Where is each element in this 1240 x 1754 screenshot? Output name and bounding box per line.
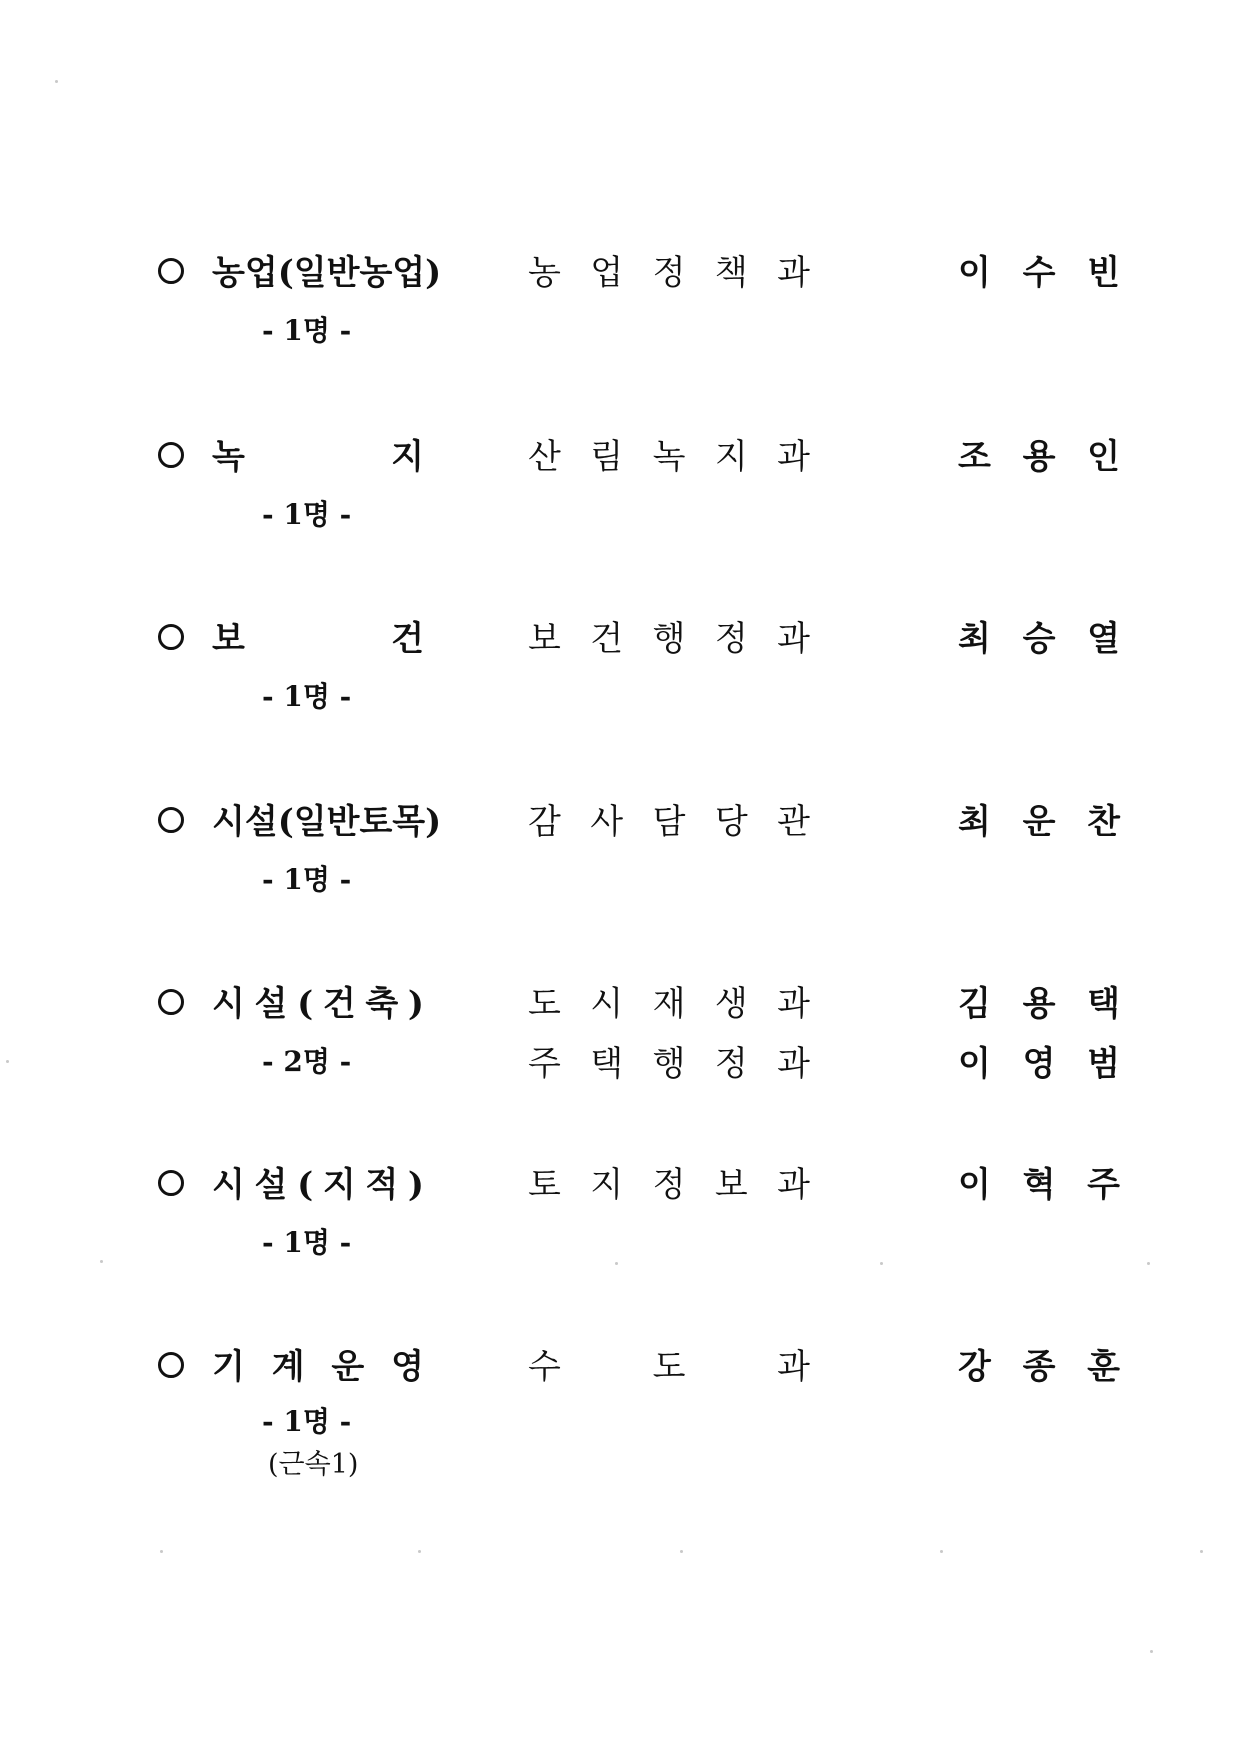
department-name: [528, 432, 810, 482]
department-name: [528, 1342, 810, 1392]
scan-speck: [940, 1550, 943, 1553]
field-char: 운: [331, 1347, 365, 1387]
person-char: 김: [958, 984, 991, 1024]
department-char: 시: [590, 984, 624, 1024]
department-char: 담: [652, 802, 686, 842]
person-char: 최: [958, 619, 991, 659]
person-char: 범: [1087, 1044, 1120, 1084]
entry-line: [0, 1160, 1240, 1210]
department-char: 토: [528, 1165, 561, 1205]
field-label: [212, 979, 424, 1029]
scan-speck: [680, 1550, 683, 1553]
scan-speck: [100, 1260, 103, 1263]
department-char: 정: [652, 1165, 686, 1205]
circle-bullet-icon: [158, 442, 184, 468]
person-name: [958, 979, 1120, 1029]
person-name: [958, 1160, 1120, 1210]
entry-line: [0, 1039, 1240, 1089]
circle-bullet-icon: [158, 258, 184, 284]
department-char: 과: [777, 253, 810, 293]
field-char: 적: [365, 1165, 399, 1205]
scan-speck: [880, 1262, 883, 1265]
person-char: 혁: [1022, 1165, 1056, 1205]
department-char: 정: [714, 619, 748, 659]
scan-speck: [160, 1550, 163, 1553]
person-name: [958, 248, 1120, 298]
department-char: 생: [714, 984, 748, 1024]
person-char: 용: [1022, 437, 1056, 477]
person-char: 이: [958, 1044, 991, 1084]
field-char: 지: [322, 1165, 356, 1205]
field-char: 녹: [212, 437, 245, 477]
department-char: 과: [777, 619, 810, 659]
department-char: 도: [528, 984, 561, 1024]
field-char: 건: [322, 984, 356, 1024]
field-char: 영: [391, 1347, 424, 1387]
department-name: [528, 797, 810, 847]
person-name: [958, 1342, 1120, 1392]
headcount-label: - 1명 -: [262, 314, 352, 347]
field-char: 건: [391, 619, 424, 659]
headcount-label: - 1명 -: [262, 1405, 352, 1438]
person-char: 택: [1087, 984, 1120, 1024]
department-char: 보: [528, 619, 561, 659]
entry-line: [0, 432, 1240, 482]
field-label: [212, 614, 424, 664]
department-char: 림: [590, 437, 624, 477]
seniority-note: (근속1): [268, 1449, 359, 1480]
department-char: 당: [714, 802, 748, 842]
field-label: [212, 797, 442, 847]
department-name: [528, 1039, 810, 1089]
person-char: 영: [1022, 1044, 1056, 1084]
department-char: 행: [652, 619, 686, 659]
field-char: 설: [254, 984, 288, 1024]
person-char: 주: [1087, 1165, 1120, 1205]
scan-speck: [1147, 1262, 1150, 1265]
person-char: 이: [958, 253, 991, 293]
scan-speck: [6, 1060, 9, 1063]
person-char: 종: [1022, 1347, 1056, 1387]
person-char: 운: [1022, 802, 1056, 842]
department-char: 과: [777, 1347, 810, 1387]
department-char: 보: [714, 1165, 748, 1205]
field-label: [212, 432, 424, 482]
entry-line: [0, 614, 1240, 664]
field-char: 시설(일반토목): [212, 802, 442, 842]
department-char: 감: [528, 802, 561, 842]
field-char: ): [407, 1165, 424, 1205]
field-char: 축: [365, 984, 399, 1024]
scan-speck: [55, 80, 58, 83]
circle-bullet-icon: [158, 624, 184, 650]
entry-line: [0, 1342, 1240, 1392]
person-char: 열: [1087, 619, 1120, 659]
entry-line: [0, 797, 1240, 847]
department-name: [528, 248, 810, 298]
department-name: [528, 614, 810, 664]
field-label: [212, 1160, 424, 1210]
department-char: 녹: [652, 437, 686, 477]
field-char: (: [297, 984, 314, 1024]
field-label: [212, 1342, 424, 1392]
field-label: [212, 248, 442, 298]
department-char: 행: [652, 1044, 686, 1084]
department-name: [528, 1160, 810, 1210]
headcount-label: - 1명 -: [262, 680, 352, 713]
person-name: [958, 797, 1120, 847]
department-char: 사: [590, 802, 624, 842]
headcount-label: - 1명 -: [262, 1226, 352, 1259]
scan-speck: [418, 1550, 421, 1553]
department-char: 도: [652, 1347, 686, 1387]
field-char: 설: [254, 1165, 288, 1205]
person-char: 조: [958, 437, 991, 477]
field-char: ): [407, 984, 424, 1024]
entry-line: [0, 248, 1240, 298]
person-char: 강: [958, 1347, 991, 1387]
headcount-label: - 1명 -: [262, 863, 352, 896]
headcount-label: - 2명 -: [262, 1045, 352, 1078]
field-char: 계: [271, 1347, 305, 1387]
field-char: 기: [212, 1347, 245, 1387]
person-name: [958, 432, 1120, 482]
department-char: 정: [652, 253, 686, 293]
department-char: 과: [777, 1044, 810, 1084]
person-name: [958, 614, 1120, 664]
person-char: 수: [1022, 253, 1056, 293]
circle-bullet-icon: [158, 807, 184, 833]
field-char: (: [297, 1165, 314, 1205]
scan-speck: [615, 1262, 618, 1265]
department-char: 지: [590, 1165, 624, 1205]
person-char: 승: [1022, 619, 1056, 659]
person-char: 최: [958, 802, 991, 842]
department-char: 농: [528, 253, 561, 293]
person-char: 용: [1022, 984, 1056, 1024]
field-char: 시: [212, 1165, 245, 1205]
department-char: 업: [590, 253, 624, 293]
person-char: 찬: [1087, 802, 1120, 842]
department-name: [528, 979, 810, 1029]
department-char: 건: [590, 619, 624, 659]
person-name: [958, 1039, 1120, 1089]
field-char: 지: [391, 437, 424, 477]
field-char: 보: [212, 619, 245, 659]
department-char: 과: [777, 984, 810, 1024]
circle-bullet-icon: [158, 1170, 184, 1196]
headcount-label: - 1명 -: [262, 498, 352, 531]
department-char: 정: [714, 1044, 748, 1084]
entry-line: [0, 979, 1240, 1029]
scan-speck: [1150, 1650, 1153, 1653]
department-char: 택: [590, 1044, 624, 1084]
person-char: 빈: [1087, 253, 1120, 293]
department-char: 책: [714, 253, 748, 293]
circle-bullet-icon: [158, 989, 184, 1015]
department-char: 관: [777, 802, 810, 842]
scan-speck: [1200, 1550, 1203, 1553]
circle-bullet-icon: [158, 1352, 184, 1378]
person-char: 이: [958, 1165, 991, 1205]
department-char: 수: [528, 1347, 561, 1387]
department-char: 지: [714, 437, 748, 477]
department-char: 재: [652, 984, 686, 1024]
department-char: 과: [777, 437, 810, 477]
field-char: 농업(일반농업): [212, 253, 442, 293]
field-char: 시: [212, 984, 245, 1024]
department-char: 과: [777, 1165, 810, 1205]
person-char: 인: [1087, 437, 1120, 477]
department-char: 산: [528, 437, 561, 477]
person-char: 훈: [1087, 1347, 1120, 1387]
department-char: 주: [528, 1044, 561, 1084]
